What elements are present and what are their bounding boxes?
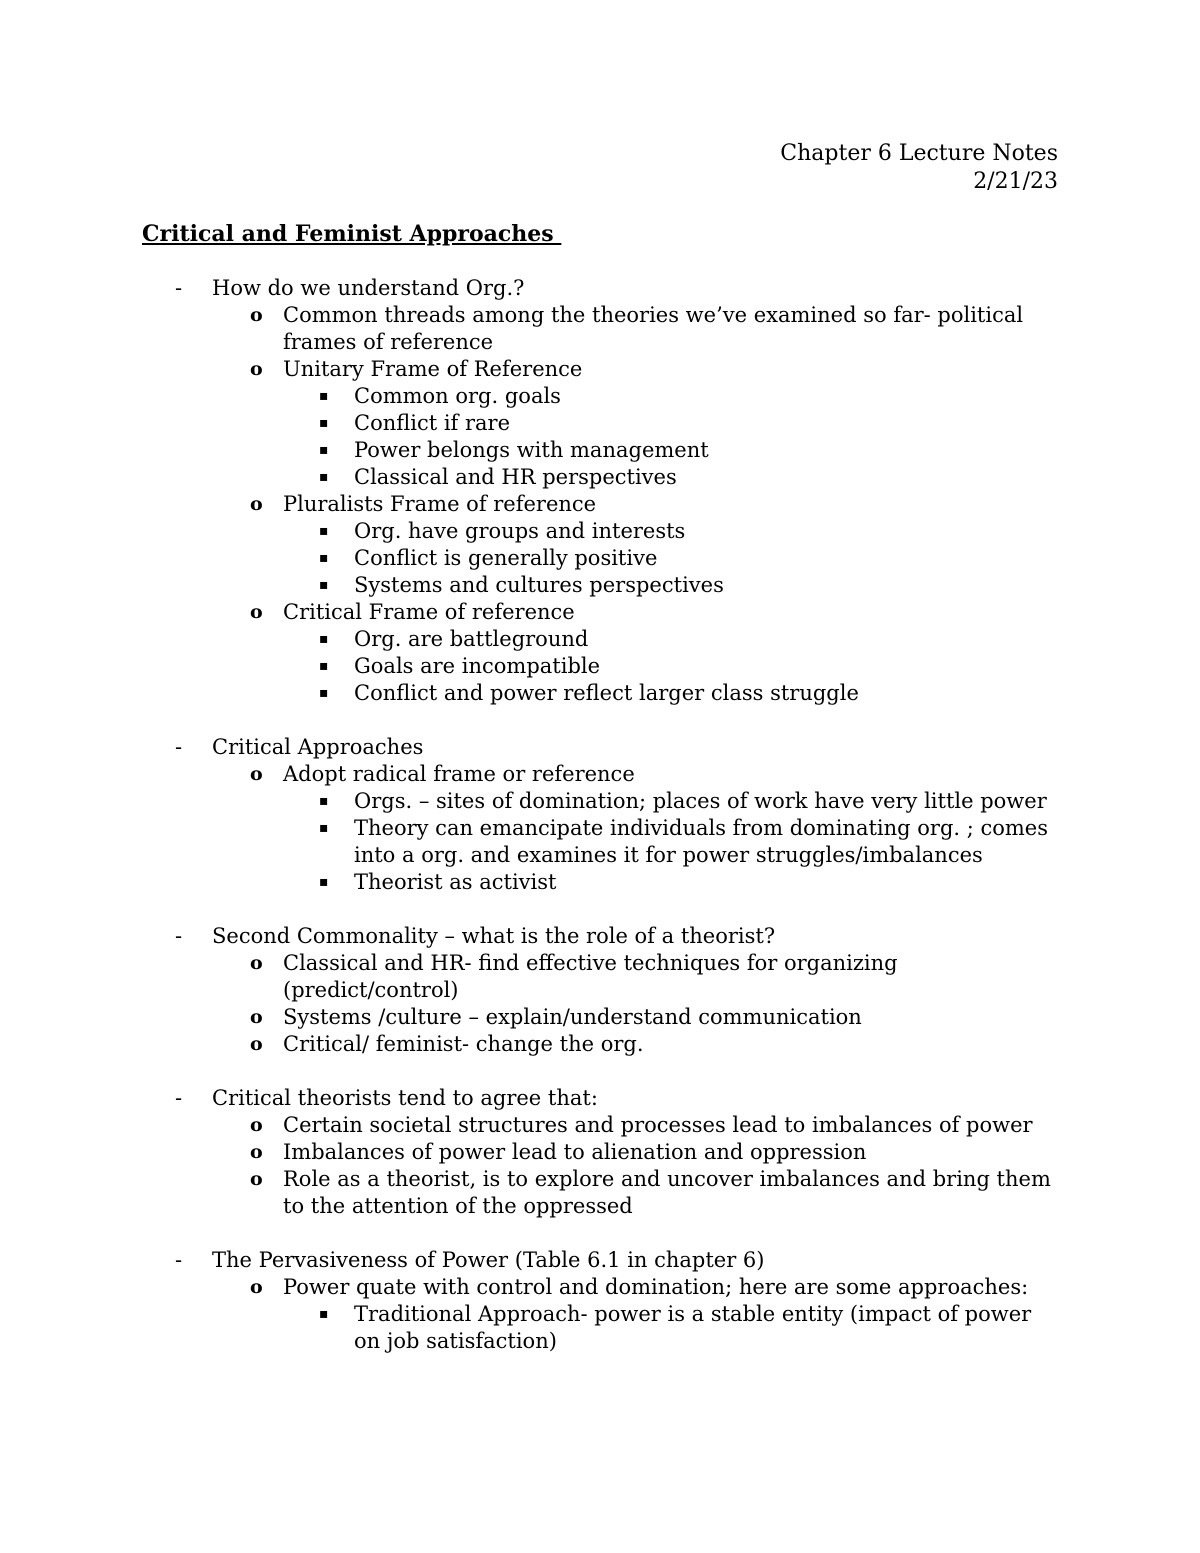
outline-subitem (283, 653, 1062, 680)
square-bullet-icon: ▪ (319, 793, 329, 809)
outline-subitem (283, 437, 1062, 464)
dash-bullet-icon: - (175, 276, 183, 300)
outline-subitem (283, 788, 1062, 815)
square-bullet-icon: ▪ (319, 550, 329, 566)
item-text: Imbalances of power lead to alienation and oppression (283, 1140, 867, 1164)
outline-item (212, 1274, 1062, 1355)
circle-bullet-icon: o (250, 1114, 263, 1136)
outline-item (212, 950, 1062, 1004)
circle-bullet-icon: o (250, 1276, 263, 1298)
header-course-title: Chapter 6 Lecture Notes (780, 141, 1058, 166)
subitem-text: Power belongs with management (354, 438, 709, 462)
item-text: Critical/ feminist- change the org. (283, 1032, 644, 1056)
subitem-text: Goals are incompatible (354, 654, 601, 678)
subitem-text: Conflict and power reflect larger class struggle (354, 681, 859, 705)
outline-subitem (283, 572, 1062, 599)
subitem-text: Org. have groups and interests (354, 519, 686, 543)
subitem-text: Classical and HR perspectives (354, 465, 677, 489)
item-text: Certain societal structures and processes lead to imbalances of power (283, 1113, 1033, 1137)
item-text: Critical Frame of reference (283, 600, 575, 624)
outline-subitem (283, 518, 1062, 545)
outline-item (212, 356, 1062, 491)
subitem-text: Conflict if rare (354, 411, 511, 435)
outline-subitem (283, 545, 1062, 572)
circle-bullet-icon: o (250, 1006, 263, 1028)
outline-item (212, 1004, 1062, 1031)
subitem-text: Theory can emancipate individuals from dominating org. ; comes into a org. and examines it for power struggles/imbalances (354, 816, 1049, 867)
item-text: Pluralists Frame of reference (283, 492, 597, 516)
outline-subitem (283, 626, 1062, 653)
section-heading: The Pervasiveness of Power (Table 6.1 in chapter 6) (212, 1248, 765, 1272)
subitem-text: Conflict is generally positive (354, 546, 658, 570)
outline-item (212, 761, 1062, 896)
item-text: Unitary Frame of Reference (283, 357, 583, 381)
subitem-text: Systems and cultures perspectives (354, 573, 724, 597)
outline-subitem (283, 815, 1062, 869)
outline-subitem (283, 383, 1062, 410)
square-bullet-icon: ▪ (319, 469, 329, 485)
subitem-text: Theorist as activist (354, 870, 557, 894)
square-bullet-icon: ▪ (319, 415, 329, 431)
square-bullet-icon: ▪ (319, 820, 329, 836)
item-text: Power quate with control and domination; here are some approaches: (283, 1275, 1029, 1299)
outline-section (142, 734, 1062, 896)
outline-section (142, 923, 1062, 1058)
circle-bullet-icon: o (250, 358, 263, 380)
section-heading: Critical Approaches (212, 735, 424, 759)
square-bullet-icon: ▪ (319, 658, 329, 674)
outline-section (142, 1085, 1062, 1220)
item-text: Classical and HR- find effective techniques for organizing (predict/control) (283, 951, 898, 1002)
section-heading: Second Commonality – what is the role of a theorist? (212, 924, 776, 948)
outline-item (212, 1139, 1062, 1166)
document-header (780, 140, 1058, 196)
subitem-text: Common org. goals (354, 384, 561, 408)
square-bullet-icon: ▪ (319, 523, 329, 539)
square-bullet-icon: ▪ (319, 442, 329, 458)
subitem-text: Orgs. – sites of domination; places of work have very little power (354, 789, 1047, 813)
outline-subitem (283, 680, 1062, 707)
outline-section (142, 1247, 1062, 1355)
outline-section (142, 275, 1062, 707)
subitem-text: Traditional Approach- power is a stable entity (impact of power on job satisfaction) (354, 1302, 1032, 1353)
circle-bullet-icon: o (250, 304, 263, 326)
item-text: Common threads among the theories we’ve examined so far- political frames of reference (283, 303, 1024, 354)
dash-bullet-icon: - (175, 1086, 183, 1110)
section-heading: How do we understand Org.? (212, 276, 525, 300)
section-heading: Critical theorists tend to agree that: (212, 1086, 598, 1110)
square-bullet-icon: ▪ (319, 1306, 329, 1322)
outline-item (212, 1166, 1062, 1220)
square-bullet-icon: ▪ (319, 874, 329, 890)
outline-subitem (283, 1301, 1062, 1355)
outline-item (212, 302, 1062, 356)
outline-item (212, 1112, 1062, 1139)
square-bullet-icon: ▪ (319, 631, 329, 647)
outline-subitem (283, 464, 1062, 491)
dash-bullet-icon: - (175, 735, 183, 759)
circle-bullet-icon: o (250, 1168, 263, 1190)
notes-body (142, 275, 1062, 1355)
circle-bullet-icon: o (250, 601, 263, 623)
page-title: Critical and Feminist Approaches (142, 221, 562, 247)
square-bullet-icon: ▪ (319, 388, 329, 404)
item-text: Systems /culture – explain/understand communication (283, 1005, 862, 1029)
header-date: 2/21/23 (973, 169, 1058, 194)
circle-bullet-icon: o (250, 1033, 263, 1055)
outline-subitem (283, 410, 1062, 437)
dash-bullet-icon: - (175, 924, 183, 948)
subitem-text: Org. are battleground (354, 627, 589, 651)
circle-bullet-icon: o (250, 493, 263, 515)
item-text: Role as a theorist, is to explore and uncover imbalances and bring them to the attention of the oppressed (283, 1167, 1051, 1218)
outline-subitem (283, 869, 1062, 896)
outline-item (212, 599, 1062, 707)
circle-bullet-icon: o (250, 1141, 263, 1163)
square-bullet-icon: ▪ (319, 577, 329, 593)
outline-item (212, 491, 1062, 599)
circle-bullet-icon: o (250, 952, 263, 974)
outline-item (212, 1031, 1062, 1058)
item-text: Adopt radical frame or reference (283, 762, 635, 786)
square-bullet-icon: ▪ (319, 685, 329, 701)
circle-bullet-icon: o (250, 763, 263, 785)
dash-bullet-icon: - (175, 1248, 183, 1272)
